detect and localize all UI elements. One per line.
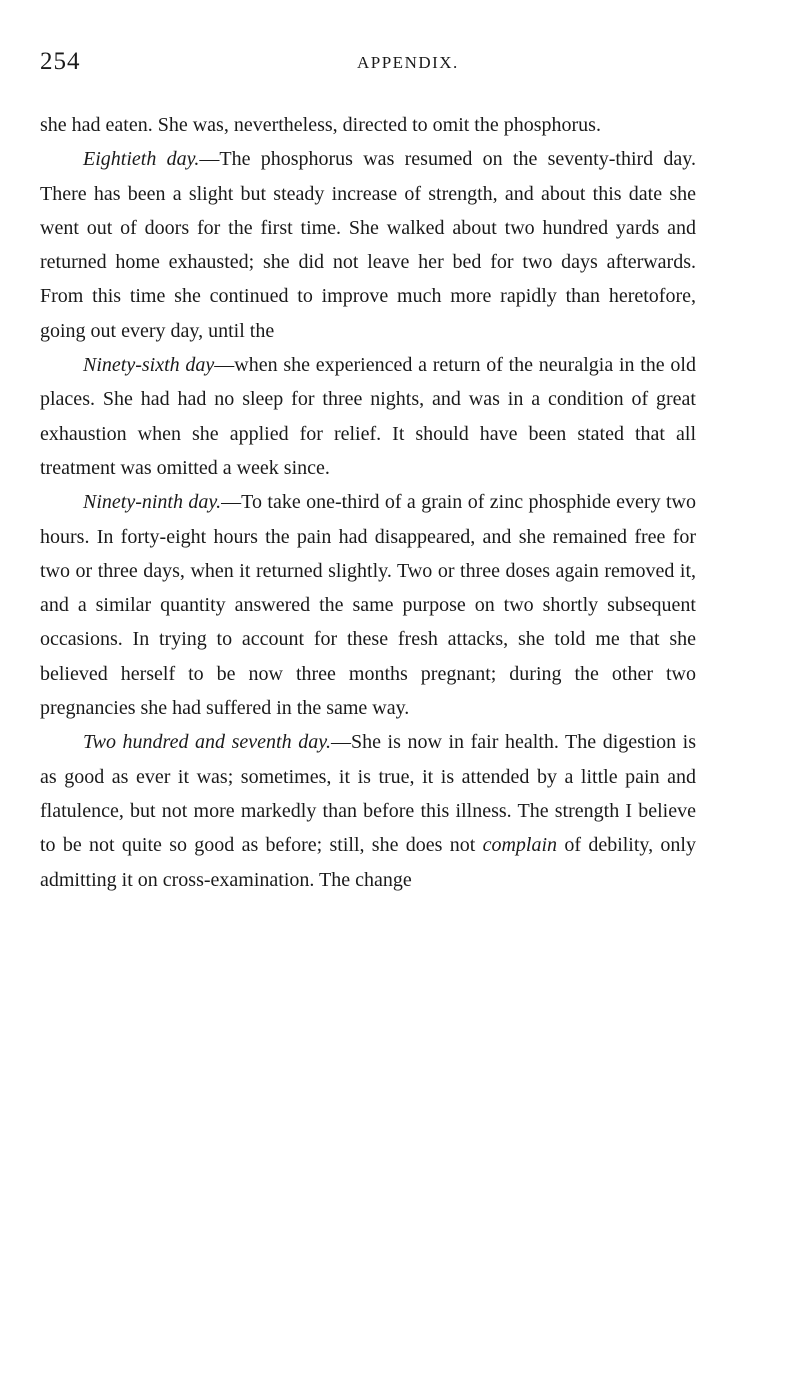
body-text: [40, 108, 696, 897]
page-number: 254: [40, 48, 81, 75]
page-header: [40, 48, 700, 88]
paragraph-text: she had eaten. She was, nevertheless, directed to omit the phosphorus.: [40, 114, 601, 136]
entry-heading: Ninety-ninth day.: [83, 491, 222, 514]
running-head: APPENDIX.: [357, 53, 459, 72]
paragraph-text: —To take one-third of a grain of zinc phosphide every two hours. In forty-eight hours the pain had disappeared, and she remained free for two or three days, when it returned slightly. Two or three doses again removed it, and a similar quantity answered the same purpose on two shortly subsequent occasions. In trying to account for these fresh attacks, she told me that she believed herself to be now three months pregnant; during the other two pregnancies she had suffered in the same way.: [40, 491, 696, 720]
entry-heading: Eightieth day.: [83, 148, 200, 171]
emphasized-word: complain: [482, 834, 558, 857]
entry-heading: Two hundred and seventh day.: [83, 731, 331, 754]
paragraph-two-hundred-seventh-day: [40, 725, 696, 896]
paragraph-text: —when she experienced a return of the neuralgia in the old places. She had had no sleep for three nights, and was in a condition of great exhaustion when she applied for relief. It should have been stated that all treatment was omitted a week since.: [40, 354, 696, 479]
paragraph-continued: [40, 108, 696, 142]
paragraph-ninety-ninth-day: [40, 485, 696, 725]
paragraph-ninety-sixth-day: [40, 348, 696, 485]
paragraph-text: of debility, only admitting it on cross-examination. The change: [40, 834, 696, 891]
paragraph-eightieth-day: [40, 142, 696, 348]
paragraph-text: —She is now in fair health. The digestion is as good as ever it was; sometimes, it is true, it is attended by a little pain and flatulence, but not more markedly than before this illness. The strength I believe to be not quite so good as before; still, she does not: [40, 731, 696, 857]
entry-heading: Ninety-sixth day: [83, 354, 215, 377]
paragraph-text: —The phosphorus was resumed on the seventy-third day. There has been a slight but steady increase of strength, and about this date she went out of doors for the first time. She walked about two hundred yards and returned home exhausted; she did not leave her bed for two days afterwards. From this time she continued to improve much more rapidly than heretofore, going out every day, until the: [40, 148, 697, 342]
